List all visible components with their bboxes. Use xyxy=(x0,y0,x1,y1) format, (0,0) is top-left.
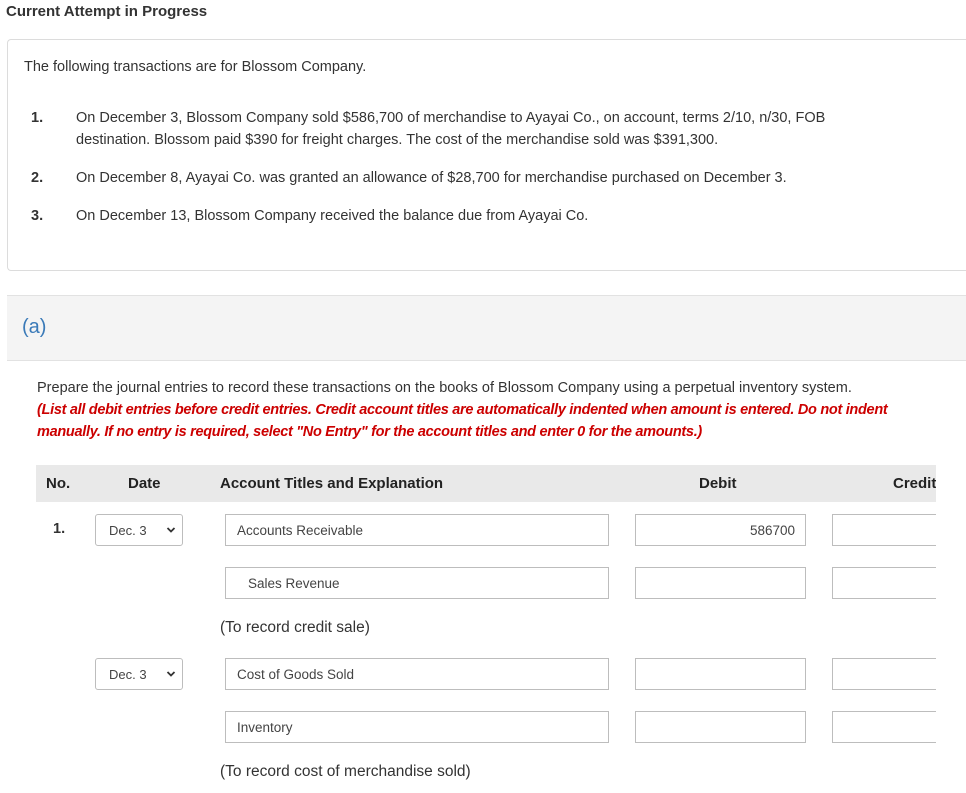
account-title-input[interactable] xyxy=(225,567,609,599)
entry-explanation: (To record cost of merchandise sold) xyxy=(220,763,471,780)
date-value: Dec. 3 xyxy=(109,667,147,682)
transaction-line: destination. Blossom paid $390 for freight charges. The cost of the merchandise sold was $391,300. xyxy=(76,132,719,148)
debit-input[interactable] xyxy=(635,711,806,743)
date-value: Dec. 3 xyxy=(109,523,147,538)
account-title-input[interactable] xyxy=(225,658,609,690)
transaction-number: 3. xyxy=(31,208,44,224)
credit-input[interactable] xyxy=(832,658,936,690)
transaction-text xyxy=(76,107,906,151)
entry-number: 1. xyxy=(53,521,66,537)
part-instructions xyxy=(37,377,937,443)
transaction-text: On December 8, Ayayai Co. was granted an allowance of $28,700 for merchandise purchased on December 3. xyxy=(76,170,787,186)
entry-explanation: (To record credit sale) xyxy=(220,619,370,636)
instruction-note: manually. If no entry is required, select "No Entry" for the account titles and enter 0 for the amounts.) xyxy=(37,424,702,440)
account-title-value: Cost of Goods Sold xyxy=(237,667,355,682)
instruction-note: (List all debit entries before credit entries. Credit account titles are automatically indented when amount is entered. Do not indent xyxy=(37,402,888,418)
chevron-down-icon xyxy=(166,525,176,535)
credit-input[interactable] xyxy=(832,711,936,743)
transaction-number: 2. xyxy=(31,170,44,186)
account-title-value: Inventory xyxy=(237,720,293,735)
col-header-no: No. xyxy=(46,475,71,492)
attempt-heading: Current Attempt in Progress xyxy=(6,3,208,20)
chevron-down-icon xyxy=(166,669,176,679)
account-title-value: Sales Revenue xyxy=(248,576,340,591)
debit-input[interactable] xyxy=(635,658,806,690)
account-title-input[interactable] xyxy=(225,711,609,743)
debit-value: 586700 xyxy=(749,523,795,538)
part-label: (a) xyxy=(22,316,47,338)
credit-input[interactable] xyxy=(832,567,936,599)
date-select[interactable] xyxy=(95,658,183,690)
part-a-header xyxy=(7,295,966,361)
journal-table-header xyxy=(36,465,936,502)
instruction-text: Prepare the journal entries to record these transactions on the books of Blossom Company using a perpetual inventory system. xyxy=(37,380,852,396)
transaction-text: On December 13, Blossom Company received the balance due from Ayayai Co. xyxy=(76,208,589,224)
transaction-line: On December 3, Blossom Company sold $586,700 of merchandise to Ayayai Co., on account, terms 2/10, n/30, FOB xyxy=(76,110,826,126)
col-header-account: Account Titles and Explanation xyxy=(220,475,444,492)
credit-input[interactable] xyxy=(832,514,936,546)
col-header-debit: Debit xyxy=(699,475,737,492)
transaction-number: 1. xyxy=(31,110,44,126)
date-select[interactable] xyxy=(95,514,183,546)
debit-input[interactable] xyxy=(635,567,806,599)
col-header-credit: Credit xyxy=(893,475,936,492)
debit-input[interactable] xyxy=(635,514,806,546)
problem-intro: The following transactions are for Blossom Company. xyxy=(24,59,367,75)
problem-statement xyxy=(7,39,966,271)
account-title-value: Accounts Receivable xyxy=(237,523,364,538)
col-header-date: Date xyxy=(128,475,161,492)
account-title-input[interactable] xyxy=(225,514,609,546)
